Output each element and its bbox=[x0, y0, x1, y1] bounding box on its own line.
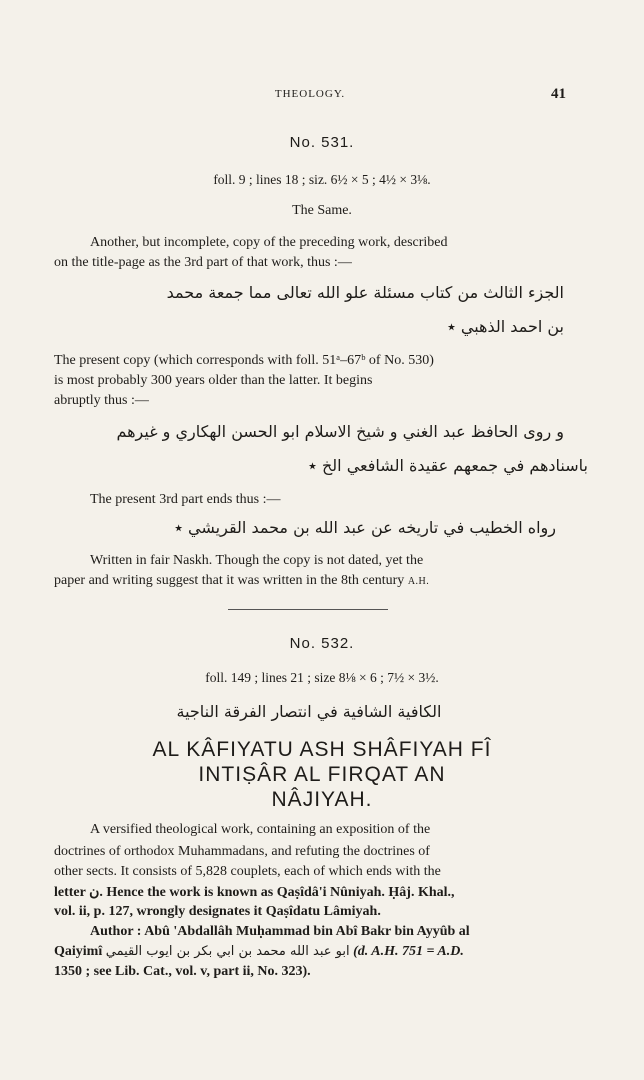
entry-531-ends-line: The present 3rd part ends thus :— bbox=[90, 492, 281, 507]
entry-532-desc-line-3: other sects. It consists of 5,828 couplets, each of which ends with the bbox=[54, 864, 441, 879]
entry-531-present-copy-line-2: is most probably 300 years older than the latter. It begins bbox=[54, 373, 373, 388]
entry-532-author-arabic: ابو عبد الله محمد بن ابي بكر بن ايوب القيمي bbox=[105, 944, 350, 959]
entry-531-subtitle: The Same. bbox=[292, 203, 352, 218]
entry-531-arabic-title-line-2: بن احمد الذهبي ٭ bbox=[447, 317, 564, 336]
entry-531-present-copy-line-3: abruptly thus :— bbox=[54, 393, 149, 408]
entry-531-arabic-begin-line-2: باسنادهم في جمعهم عقيدة الشافعي الخ ٭ bbox=[308, 456, 588, 475]
entry-532-author-line-1: Author : Abû 'Abdallâh Muḥammad bin Abî Bakr bin Ayyûb al bbox=[90, 924, 470, 939]
entry-531-arabic-begin-line-1: و روى الحافظ عبد الغني و شيخ الاسلام ابو الحسن الهكاري و غيرهم bbox=[116, 422, 564, 441]
entry-531-arabic-end: رواه الخطيب في تاريخه عن عبد الله بن محمد القريشي ٭ bbox=[174, 518, 556, 537]
entry-531-written-era: A.H. bbox=[407, 576, 430, 587]
entry-532-desc-line-2: doctrines of orthodox Muhammadans, and refuting the doctrines of bbox=[54, 844, 430, 859]
entry-532-title-line-2: INTIṢÂR AL FIRQAT AN bbox=[198, 763, 446, 786]
entry-531-intro-line-2: on the title-page as the 3rd part of that work, thus :— bbox=[54, 255, 352, 270]
entry-532-specs: foll. 149 ; lines 21 ; size 8⅛ × 6 ; 7½ × 3½. bbox=[205, 670, 439, 685]
entry-532-title-line-1: AL KÂFIYATU ASH SHÂFIYAH FÎ bbox=[152, 738, 492, 761]
entry-531-specs: foll. 9 ; lines 18 ; siz. 6½ × 5 ; 4½ × 3⅛. bbox=[213, 172, 431, 187]
entry-532-author-line-2 bbox=[54, 944, 564, 960]
entry-532-number: No. 532. bbox=[289, 635, 355, 652]
entry-532-arabic-title: الكافية الشافية في انتصار الفرقة الناجية bbox=[176, 702, 442, 721]
entry-532-desc-line-1: A versified theological work, containing an exposition of the bbox=[90, 822, 431, 837]
entry-532-author-date: (d. A.H. 751 = A.D. bbox=[353, 944, 464, 959]
entry-531-number: No. 531. bbox=[289, 134, 355, 151]
entry-532-author-name: Qaiyimî bbox=[54, 944, 103, 959]
entry-531-present-copy-line-1: The present copy (which corresponds with foll. 51ᵃ–67ᵇ of No. 530) bbox=[54, 353, 434, 368]
entry-532-author-line-3: 1350 ; see Lib. Cat., vol. v, part ii, No. 323). bbox=[54, 964, 311, 979]
running-head: THEOLOGY. bbox=[274, 88, 346, 100]
entry-532-desc-line-4: letter ن. Hence the work is known as Qaṣîdâ'i Nûniyah. Ḥâj. Khal., bbox=[54, 885, 455, 900]
entry-531-arabic-title-line-1: الجزء الثالث من كتاب مسئلة علو الله تعالى مما جمعة محمد bbox=[166, 283, 564, 302]
entry-531-written-line-1: Written in fair Naskh. Though the copy is not dated, yet the bbox=[90, 553, 424, 568]
page-header bbox=[54, 88, 566, 106]
entry-531-intro-line-1: Another, but incomplete, copy of the preceding work, described bbox=[90, 235, 448, 250]
page-number: 41 bbox=[551, 86, 566, 102]
entry-531-written-text: paper and writing suggest that it was written in the 8th century bbox=[54, 573, 408, 588]
entry-532-desc-line-5: vol. ii, p. 127, wrongly designates it Qaṣîdatu Lâmiyah. bbox=[54, 904, 381, 919]
section-divider bbox=[228, 609, 388, 610]
entry-532-title-line-3: NÂJIYAH. bbox=[271, 788, 373, 811]
entry-531-written-line-2 bbox=[54, 573, 564, 589]
